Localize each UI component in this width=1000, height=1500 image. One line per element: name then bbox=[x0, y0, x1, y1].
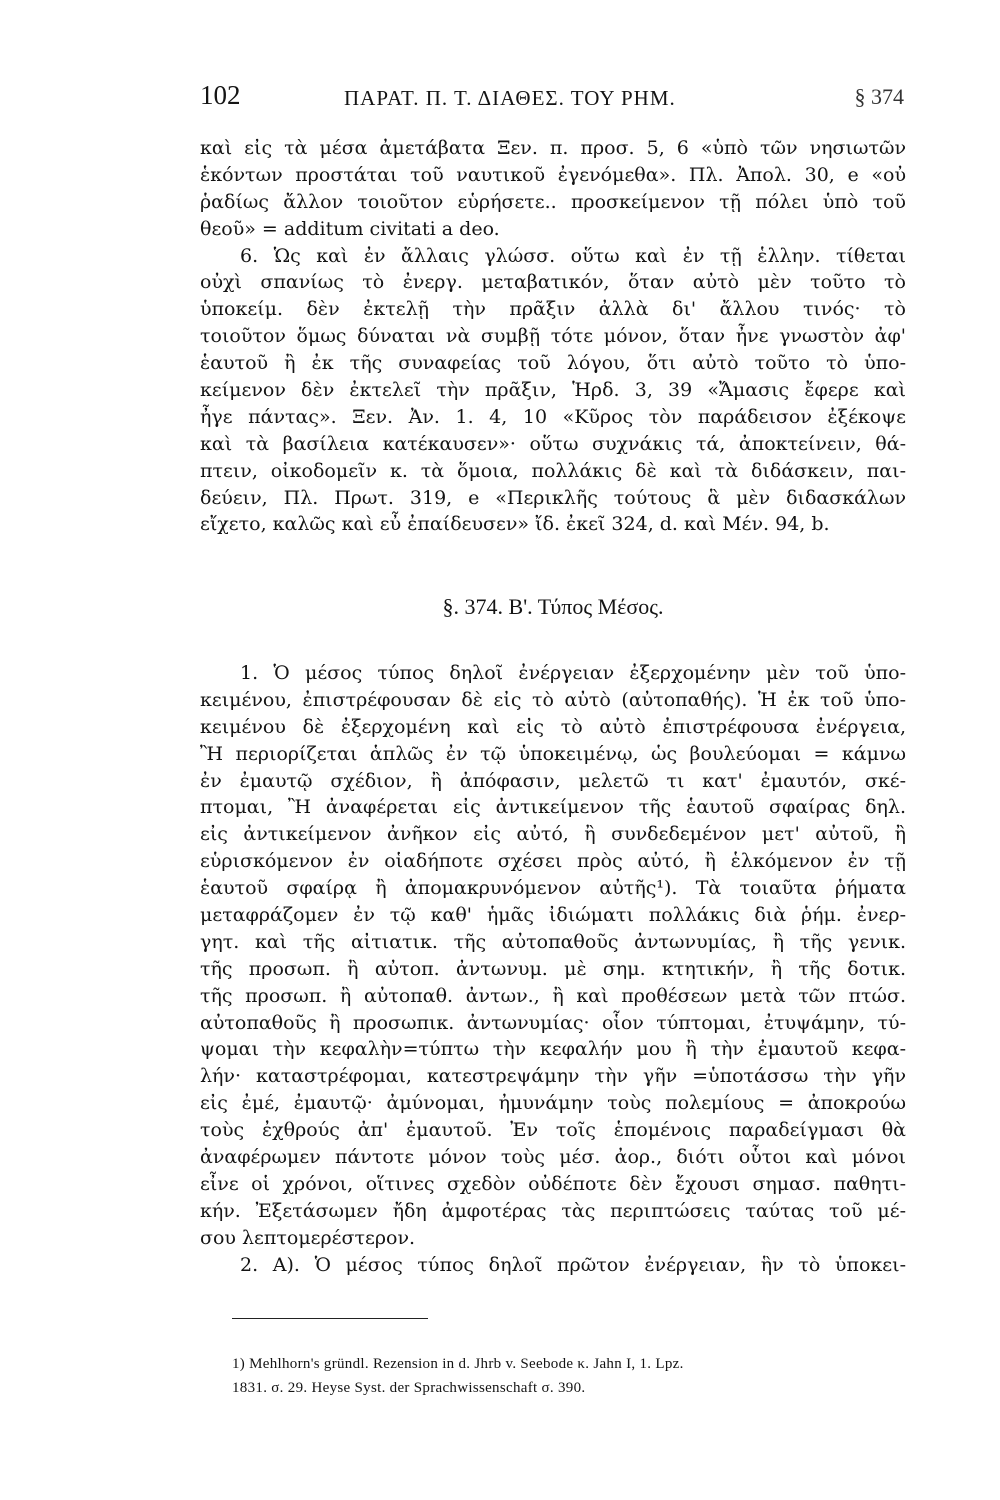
text-line: κείμενον δὲν ἐκτελεῖ τὴν πρᾶξιν, Ἡρδ. 3, 39 «Ἄμασις ἔφερε καὶ bbox=[200, 379, 906, 402]
text-line: εἰς ἀντικείμενον ἀνῆκον εἰς αὐτό, ἢ συνδεδεμένον μετ' αὐτοῦ, ἢ bbox=[200, 823, 906, 846]
text-line: τοιοῦτον ὅμως δύναται νὰ συμβῇ τότε μόνον, ὅταν ἦνε γνωστὸν ἀφ' bbox=[200, 325, 906, 348]
text-line: εἰς ἐμέ, ἐμαυτῷ· ἀμύνομαι, ἠμυνάμην τοὺς πολεμίους = ἀποκρούω bbox=[200, 1092, 906, 1115]
text-line: ἐν ἐμαυτῷ σχέδιον, ἢ ἀπόφασιν, μελετῶ τι κατ' ἐμαυτόν, σκέ- bbox=[200, 769, 906, 792]
text-line: σου λεπτομερέστερον. bbox=[200, 1226, 416, 1249]
text-line: 2. Α). Ὁ μέσος τύπος δηλοῖ πρῶτον ἐνέργειαν, ἣν τὸ ὑποκει- bbox=[240, 1253, 906, 1276]
page-number: 102 bbox=[200, 80, 241, 110]
text-line: πτειν, οἰκοδομεῖν κ. τὰ ὅμοια, πολλάκις δὲ καὶ τὰ διδάσκειν, παι- bbox=[200, 459, 906, 482]
body-text-top bbox=[200, 135, 906, 538]
text-line: τῆς προσωπ. ἢ αὐτοπαθ. ἀντων., ἢ καὶ προθέσεων μετὰ τῶν πτώσ. bbox=[200, 984, 906, 1007]
section-reference: § 374 bbox=[854, 84, 904, 109]
running-head bbox=[200, 80, 906, 120]
footnote-line: 1831. σ. 29. Heyse Syst. der Sprachwissenschaft σ. 390. bbox=[232, 1380, 586, 1396]
text-line: ὑποκείμ. δὲν ἐκτελῇ τὴν πρᾶξιν ἀλλὰ δι' ἄλλου τινός· τὸ bbox=[200, 298, 906, 321]
text-line: 1. Ὁ μέσος τύπος δηλοῖ ἐνέργειαν ἐξερχομένην μὲν τοῦ ὑπο- bbox=[240, 662, 906, 684]
text-line: κειμένου, ἐπιστρέφουσαν δὲ εἰς τὸ αὐτὸ (αὐτοπαθής). Ἡ ἐκ τοῦ ὑπο- bbox=[200, 688, 906, 711]
text-line: κήν. Ἐξετάσωμεν ἤδη ἀμφοτέρας τὰς περιπτώσεις ταύτας τοῦ μέ- bbox=[200, 1199, 906, 1222]
text-line: πτομαι, Ἢ ἀναφέρεται εἰς ἀντικείμενον τῆς ἑαυτοῦ σφαίρας δηλ. bbox=[200, 796, 906, 819]
section-heading: §. 374. Β'. Τύπος Μέσος. bbox=[442, 594, 664, 619]
text-line: κειμένου δὲ ἐξερχομένη καὶ εἰς τὸ αὐτὸ ἐπιστρέφουσα ἐνέργεια, bbox=[200, 715, 906, 738]
text-line: Ἢ περιορίζεται ἁπλῶς ἐν τῷ ὑποκειμένῳ, ὡς βουλεύομαι = κάμνω bbox=[200, 742, 906, 765]
text-line: αὐτοπαθοῦς ἢ προσωπικ. ἀντωνυμίας· οἷον τύπτομαι, ἐτυψάμην, τύ- bbox=[200, 1011, 906, 1034]
text-line: μεταφράζομεν ἐν τῷ καθ' ἡμᾶς ἰδιώματι πολλάκις διὰ ῥήμ. ἐνερ- bbox=[200, 904, 906, 927]
text-line: καὶ τὰ βασίλεια κατέκαυσεν»· οὕτω συχνάκις τά, ἀποκτείνειν, θά- bbox=[200, 432, 906, 455]
text-line: λήν· καταστρέφομαι, κατεστρεψάμην τὴν γῆν =ὑποτάσσω τὴν γῆν bbox=[200, 1065, 906, 1088]
footnote-line: 1) Mehlhorn's gründl. Rezension in d. Jhrb v. Seebode κ. Jahn I, 1. Lpz. bbox=[232, 1356, 684, 1372]
text-line: οὐχὶ σπανίως τὸ ἐνεργ. μεταβατικόν, ὅταν αὐτὸ μὲν τοῦτο τὸ bbox=[200, 271, 906, 294]
text-line: καὶ εἰς τὰ μέσα ἀμετάβατα Ξεν. π. προσ. 5, 6 «ὑπὸ τῶν νησιωτῶν bbox=[200, 137, 906, 159]
text-line: ἑαυτοῦ σφαίρᾳ ἢ ἀπομακρυνόμενον αὐτῆς¹). Τὰ τοιαῦτα ῥήματα bbox=[200, 877, 906, 900]
text-line: ἦγε πάντας». Ξεν. Ἀν. 1. 4, 10 «Κῦρος τὸν παράδεισον ἐξέκοψε bbox=[200, 405, 906, 428]
text-line: ψομαι τὴν κεφαλὴν=τύπτω τὴν κεφαλήν μου ἢ τὴν ἐμαυτοῦ κεφα- bbox=[200, 1038, 906, 1061]
text-line: εἶνε οἱ χρόνοι, οἵτινες σχεδὸν οὐδέποτε δὲν ἔχουσι σημασ. παθητι- bbox=[200, 1172, 906, 1195]
text-line: εὑρισκόμενον ἐν οἱαδήποτε σχέσει πρὸς αὐτό, ἢ ἑλκόμενον ἐν τῇ bbox=[200, 850, 906, 873]
text-line: ῥαδίως ἄλλον τοιοῦτον εὑρήσετε.. προσκείμενον τῇ πόλει ὑπὸ τοῦ bbox=[200, 190, 906, 213]
body-text-bottom bbox=[200, 660, 906, 1278]
text-line: 6. Ὡς καὶ ἐν ἄλλαις γλώσσ. οὕτω καὶ ἐν τῇ ἑλλην. τίθεται bbox=[240, 244, 906, 267]
text-line: τῆς προσωπ. ἢ αὐτοπ. ἀντωνυμ. μὲ σημ. κτητικήν, ἢ τῆς δοτικ. bbox=[200, 957, 906, 980]
text-line: θεοῦ» = additum civitati a deo. bbox=[200, 217, 500, 240]
text-line: δεύειν, Πλ. Πρωτ. 319, e «Περικλῆς τούτους ἃ μὲν διδασκάλων bbox=[200, 486, 906, 509]
text-line: ἀναφέρωμεν πάντοτε μόνον τοὺς μέσ. ἀορ., διότι οὗτοι καὶ μόνοι bbox=[200, 1146, 906, 1169]
footnote-divider bbox=[232, 1318, 428, 1319]
running-title: ΠΑΡΑΤ. Π. Τ. ΔΙΑΘΕΣ. ΤΟΥ ΡΗΜ. bbox=[344, 86, 676, 110]
text-line: εἴχετο, καλῶς καὶ εὖ ἐπαίδευσεν» ἴδ. ἐκεῖ 324, d. καὶ Μέν. 94, b. bbox=[200, 513, 830, 536]
text-line: ἑκόντων προστάται τοῦ ναυτικοῦ ἐγενόμεθα». Πλ. Ἀπολ. 30, e «οὐ bbox=[200, 163, 906, 186]
text-line: τοὺς ἐχθρούς ἀπ' ἐμαυτοῦ. Ἐν τοῖς ἑπομένοις παραδείγμασι θὰ bbox=[200, 1119, 906, 1142]
footnotes bbox=[232, 1352, 912, 1400]
text-line: ἑαυτοῦ ἢ ἐκ τῆς συναφείας τοῦ λόγου, ὅτι αὐτὸ τοῦτο τὸ ὑπο- bbox=[200, 352, 906, 375]
text-line: γητ. καὶ τῆς αἰτιατικ. τῆς αὐτοπαθοῦς ἀντωνυμίας, ἢ τῆς γενικ. bbox=[200, 930, 906, 953]
